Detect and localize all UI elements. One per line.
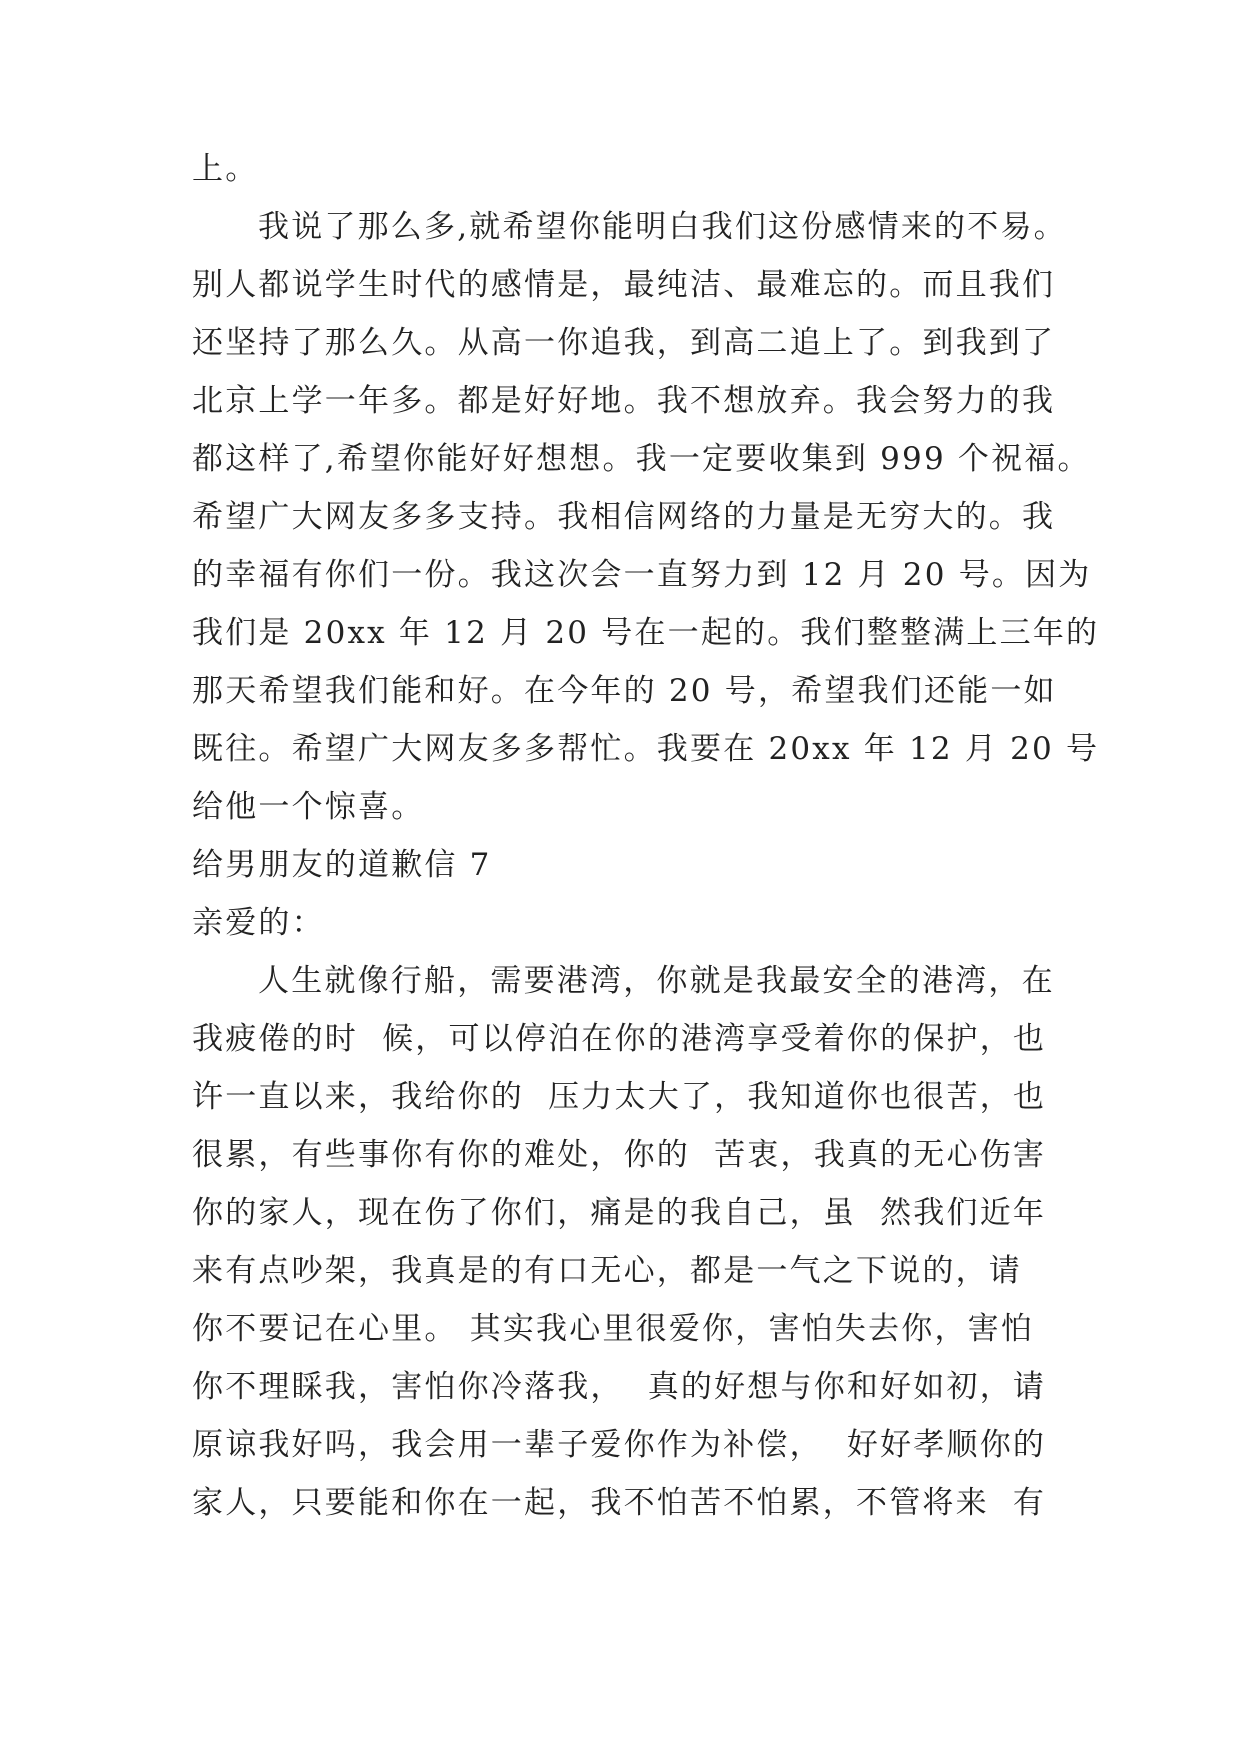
text-line: 你不理睬我，害怕你冷落我， 真的好想与你和好如初，请 (192, 1369, 1047, 1405)
text-line: 上。 (192, 151, 259, 187)
text-line: 来有点吵架，我真是的有口无心，都是一气之下说的，请 (192, 1253, 1022, 1289)
text-line: 希望广大网友多多支持。我相信网络的力量是无穷大的。我 (192, 499, 1056, 535)
text-line: 的幸福有你们一份。我这次会一直努力到 12 月 20 号。因为 (192, 557, 1092, 593)
text-line: 别人都说学生时代的感情是，最纯洁、最难忘的。而且我们 (192, 267, 1056, 303)
paragraph-line: 我说了那么多,就希望你能明白我们这份感情来的不易。 (258, 209, 1067, 245)
paragraph-line: 人生就像行船，需要港湾，你就是我最安全的港湾，在 (258, 963, 1055, 999)
text-line: 家人，只要能和你在一起，我不怕苦不怕累，不管将来 有 (192, 1485, 1047, 1521)
salutation: 亲爱的： (192, 905, 325, 941)
text-line: 都这样了,希望你能好好想想。我一定要收集到 999 个祝福。 (192, 441, 1091, 477)
section-heading: 给男朋友的道歉信 7 (192, 847, 492, 883)
text-line: 既往。希望广大网友多多帮忙。我要在 20xx 年 12 月 20 号 (192, 731, 1100, 767)
text-line: 还坚持了那么久。从高一你追我，到高二追上了。到我到了 (192, 325, 1056, 361)
text-line: 你不要记在心里。 其实我心里很爱你，害怕失去你，害怕 (192, 1311, 1035, 1347)
text-line: 我疲倦的时 候，可以停泊在你的港湾享受着你的保护，也 (192, 1021, 1047, 1057)
text-line: 给他一个惊喜。 (192, 789, 425, 825)
text-line: 原谅我好吗，我会用一辈子爱你作为补偿， 好好孝顺你的 (192, 1427, 1047, 1463)
text-line: 我们是 20xx 年 12 月 20 号在一起的。我们整整满上三年的 (192, 615, 1100, 651)
text-line: 北京上学一年多。都是好好地。我不想放弃。我会努力的我 (192, 383, 1056, 419)
text-line: 很累，有些事你有你的难处，你的 苦衷，我真的无心伤害 (192, 1137, 1047, 1173)
text-line: 许一直以来，我给你的 压力太大了，我知道你也很苦，也 (192, 1079, 1047, 1115)
text-line: 那天希望我们能和好。在今年的 20 号，希望我们还能一如 (192, 673, 1057, 709)
text-line: 你的家人，现在伤了你们，痛是的我自己，虽 然我们近年 (192, 1195, 1047, 1231)
